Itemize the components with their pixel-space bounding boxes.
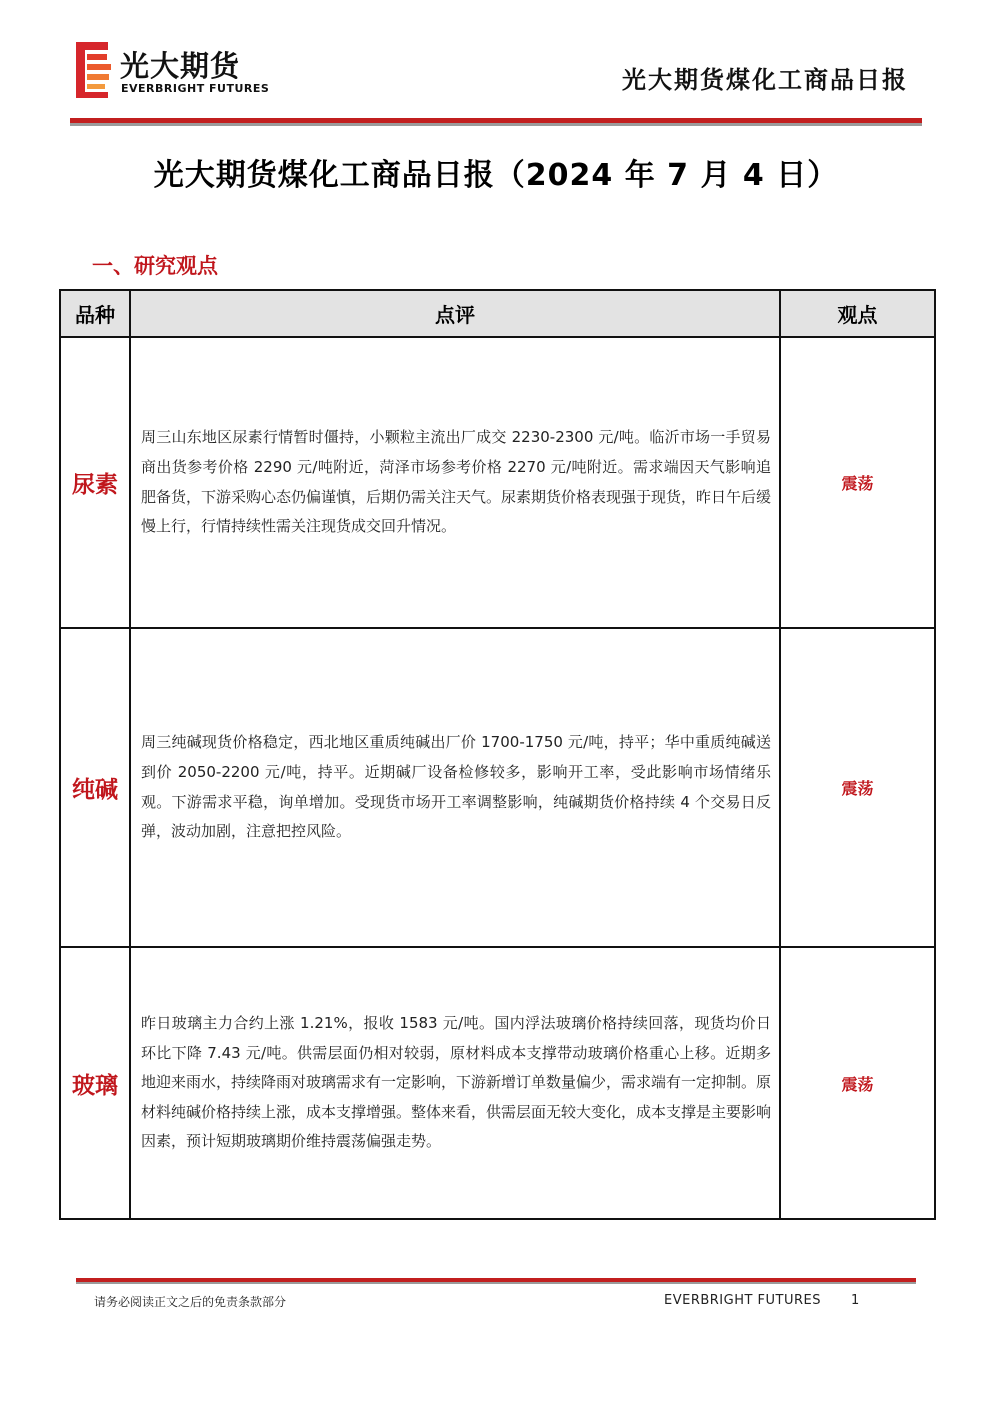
company-logo bbox=[76, 42, 286, 98]
product-name: 纯碱 bbox=[60, 628, 130, 947]
header-divider-gray bbox=[70, 123, 922, 126]
table-header-row bbox=[60, 290, 935, 337]
header-report-name: 光大期货煤化工商品日报 bbox=[622, 66, 908, 94]
column-header-comment: 点评 bbox=[130, 290, 780, 337]
comment-text: 昨日玻璃主力合约上涨 1.21%，报收 1583 元/吨。国内浮法玻璃价格持续回落，现货均价日环比下降 7.43 元/吨。供需层面仍相对较弱，原材料成本支撑带动玻璃价格重心上移。近期多地迎来雨水，持续降雨对玻璃需求有一定影响，下游新增订单数量偏少，需求端有一定抑制。原材料纯碱价格持续上涨，成本支撑增强。整体来看，供需层面无较大变化，成本支撑是主要影响因素，预计短期玻璃期价维持震荡偏强走势。 bbox=[141, 1014, 772, 1151]
column-header-view: 观点 bbox=[780, 290, 935, 337]
view-label: 震荡 bbox=[780, 628, 935, 947]
everbright-logo-icon bbox=[76, 42, 112, 98]
comment-text: 周三纯碱现货价格稳定，西北地区重质纯碱出厂价 1700-1750 元/吨，持平；华中重质纯碱送到价 2050-2200 元/吨，持平。近期碱厂设备检修较多，影响开工率，受此影响市场情绪乐观。下游需求平稳，询单增加。受现货市场开工率调整影响，纯碱期货价格持续 4 个交易日反弹，波动加剧，注意把控风险。 bbox=[141, 733, 771, 841]
logo-chinese-name: 光大期货 bbox=[120, 49, 241, 83]
document-title: 光大期货煤化工商品日报（2024 年 7 月 4 日） bbox=[153, 158, 839, 193]
view-label: 震荡 bbox=[780, 337, 935, 628]
comment-cell bbox=[130, 628, 780, 947]
column-header-product: 品种 bbox=[60, 290, 130, 337]
page-number: 1 bbox=[851, 1293, 860, 1308]
research-view-table bbox=[59, 289, 936, 1220]
comment-cell bbox=[130, 337, 780, 628]
footer-brand: EVERBRIGHT FUTURES bbox=[664, 1293, 822, 1308]
table-row bbox=[60, 337, 935, 628]
footer-divider-gray bbox=[76, 1282, 916, 1284]
view-label: 震荡 bbox=[780, 947, 935, 1219]
table-row bbox=[60, 947, 935, 1219]
footer-disclaimer: 请务必阅读正文之后的免责条款部分 bbox=[94, 1295, 287, 1309]
comment-cell bbox=[130, 947, 780, 1219]
product-name: 尿素 bbox=[60, 337, 130, 628]
comment-text: 周三山东地区尿素行情暂时僵持，小颗粒主流出厂成交 2230-2300 元/吨。临沂市场一手贸易商出货参考价格 2290 元/吨附近，菏泽市场参考价格 2270 元/吨附近。需求端因天气影响追肥备货，下游采购心态仍偏谨慎，后期仍需关注天气。尿素期货价格表现强于现货，昨日午后缓慢上行，行情持续性需关注现货成交回升情况。 bbox=[141, 428, 772, 536]
product-name: 玻璃 bbox=[60, 947, 130, 1219]
table-row bbox=[60, 628, 935, 947]
logo-english-name: EVERBRIGHT FUTURES bbox=[121, 82, 270, 95]
section-heading: 一、研究观点 bbox=[92, 254, 218, 278]
